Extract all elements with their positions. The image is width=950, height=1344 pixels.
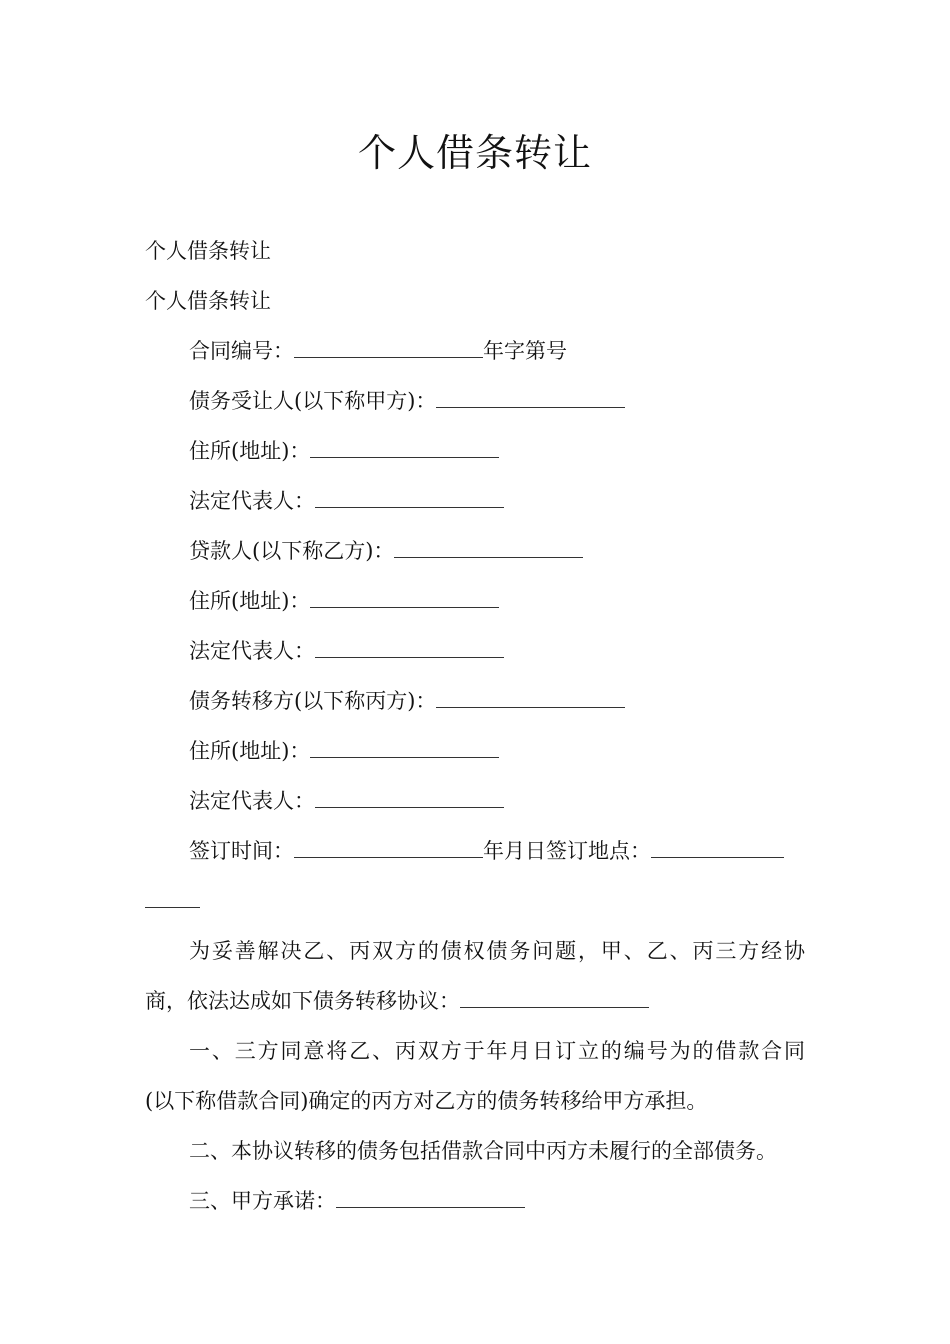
document-title: 个人借条转让 (357, 131, 592, 175)
party-c-rep-label: 法定代表人： (189, 789, 315, 813)
party-b-rep-blank[interactable] (315, 637, 504, 658)
party-a-label: 债务受让人(以下称甲方)： (189, 389, 437, 413)
party-a-address-label: 住所(地址)： (189, 439, 311, 463)
intro-paragraph-line: 为妥善解决乙、丙双方的债权债务问题，甲、乙、丙三方经协 (189, 939, 805, 963)
sign-time-label: 签订时间： (189, 839, 294, 863)
party-b-blank[interactable] (394, 537, 583, 558)
party-c-label: 债务转移方(以下称丙方)： (189, 689, 437, 713)
party-b-rep-label: 法定代表人： (189, 639, 315, 663)
party-b-rep-line (189, 636, 504, 666)
intro-text: 商，依法达成如下债务转移协议： (145, 989, 460, 1013)
party-a-rep-label: 法定代表人： (189, 489, 315, 513)
party-a-rep-line (189, 486, 504, 516)
party-a-rep-blank[interactable] (315, 487, 504, 508)
clause-3-label: 三、甲方承诺： (189, 1189, 336, 1213)
clause-3-line (189, 1186, 525, 1216)
party-c-rep-line (189, 786, 504, 816)
contract-number-label: 合同编号： (189, 339, 294, 363)
party-b-address-line (189, 586, 499, 616)
contract-number-blank[interactable] (294, 337, 483, 358)
agreement-blank[interactable] (460, 987, 649, 1008)
party-b-address-label: 住所(地址)： (189, 589, 311, 613)
clause-1-line: (以下称借款合同)确定的丙方对乙方的债务转移给甲方承担。 (145, 1089, 708, 1113)
party-a-address-line (189, 436, 499, 466)
sign-place-blank-continued[interactable] (145, 887, 200, 908)
contract-number-line (189, 336, 567, 366)
party-b-address-blank[interactable] (310, 587, 499, 608)
clause-3-blank[interactable] (336, 1187, 525, 1208)
clause-2-line: 二、本协议转移的债务包括借款合同中丙方未履行的全部债务。 (189, 1139, 777, 1163)
party-c-address-label: 住所(地址)： (189, 739, 311, 763)
party-b-label: 贷款人(以下称乙方)： (189, 539, 395, 563)
party-c-address-blank[interactable] (310, 737, 499, 758)
party-c-blank[interactable] (436, 687, 625, 708)
clause-1-line: 一、三方同意将乙、丙双方于年月日订立的编号为的借款合同 (189, 1039, 805, 1063)
party-c-address-line (189, 736, 499, 766)
signing-line-continued (145, 886, 200, 916)
party-a-address-blank[interactable] (310, 437, 499, 458)
sign-place-blank[interactable] (651, 837, 784, 858)
subtitle-line: 个人借条转让 (145, 289, 271, 313)
party-a-line (189, 386, 625, 416)
contract-number-suffix: 年字第号 (483, 339, 567, 363)
party-b-line (189, 536, 583, 566)
sign-time-blank[interactable] (294, 837, 483, 858)
signing-line (189, 836, 784, 866)
intro-paragraph-line (145, 986, 649, 1016)
party-c-rep-blank[interactable] (315, 787, 504, 808)
party-a-blank[interactable] (436, 387, 625, 408)
sign-place-label: 年月日签订地点： (483, 839, 651, 863)
subtitle-line: 个人借条转让 (145, 239, 271, 263)
party-c-line (189, 686, 625, 716)
